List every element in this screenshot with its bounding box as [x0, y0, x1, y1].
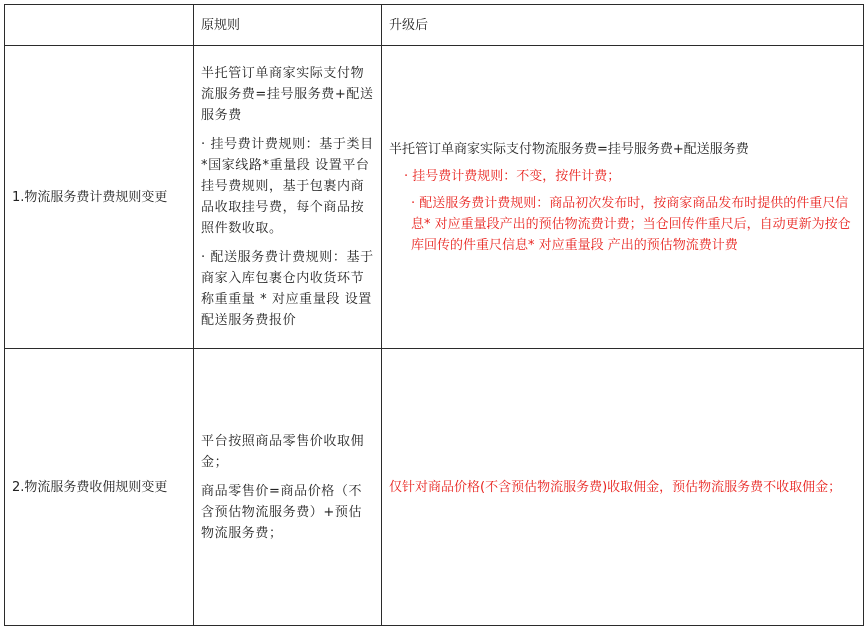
- row-label: 2.物流服务费收佣规则变更: [5, 349, 194, 626]
- original-rule-delivery-fee: · 配送服务费计费规则：基于商家入库包裹仓内收货环节称重重量 * 对应重量段 设置配送服务费报价: [201, 250, 374, 328]
- original-rule-cell: [194, 349, 382, 626]
- original-retail-price-formula: 商品零售价=商品价格（不含预估物流服务费）+预估物流服务费；: [201, 483, 363, 541]
- rules-table: [4, 4, 864, 626]
- header-cell-original: 原规则: [194, 5, 382, 46]
- upgraded-rule-registration-fee: · 挂号费计费规则：不变，按件计费；: [404, 168, 621, 184]
- upgraded-rule-cell: [382, 349, 864, 626]
- upgraded-rule-delivery-fee: · 配送服务费计费规则：商品初次发布时，按商家商品发布时提供的件重尺信息* 对应重量段产出的预估物流费计费；当仓回传件重尺后，自动更新为按仓库回传的件重尺信息* 对应重量段 产出的预估物流费计费: [411, 195, 851, 253]
- original-rule-cell: [194, 46, 382, 349]
- original-rule-registration-fee: · 挂号费计费规则：基于类目*国家线路*重量段 设置平台挂号费规则，基于包裹内商品收取挂号费，每个商品按照件数收取。: [201, 137, 374, 236]
- table-row: [5, 46, 864, 349]
- upgraded-rule-formula: 半托管订单商家实际支付物流服务费=挂号服务费+配送服务费: [389, 141, 749, 157]
- header-cell-upgraded: 升级后: [382, 5, 864, 46]
- row-label: 1.物流服务费计费规则变更: [5, 46, 194, 349]
- header-cell-item: [5, 5, 194, 46]
- table-header-row: [5, 5, 864, 46]
- table-row: [5, 349, 864, 626]
- upgraded-commission-rule: 仅针对商品价格(不含预估物流服务费)收取佣金，预估物流服务费不收取佣金；: [389, 479, 842, 495]
- original-rule-formula: 半托管订单商家实际支付物流服务费=挂号服务费+配送服务费: [201, 66, 374, 123]
- original-commission-rule: 平台按照商品零售价收取佣金；: [201, 433, 365, 470]
- upgraded-rule-cell: [382, 46, 864, 349]
